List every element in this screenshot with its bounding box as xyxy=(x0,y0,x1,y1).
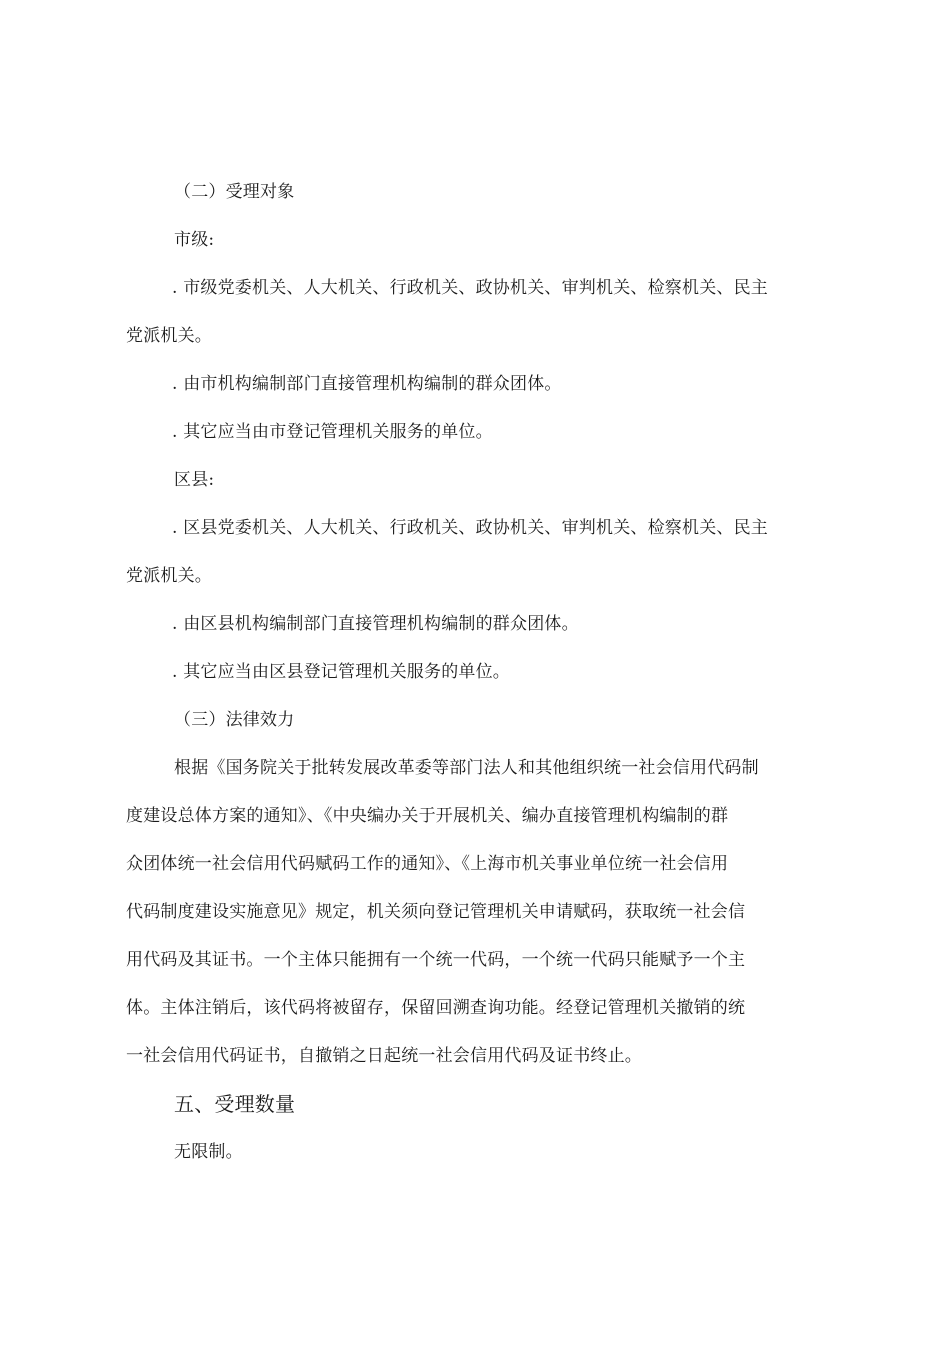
legal-paragraph-line: 用代码及其证书。一个主体只能拥有一个统一代码，一个统一代码只能赋予一个主 xyxy=(126,950,746,970)
district-item-2: . 由区县机构编制部门直接管理机构编制的群众团体。 xyxy=(172,614,579,634)
legal-paragraph-line: 度建设总体方案的通知》、《中央编办关于开展机关、编办直接管理机构编制的群 xyxy=(126,806,729,826)
district-label: 区县: xyxy=(174,470,215,490)
section-5-heading: 五、受理数量 xyxy=(174,1092,296,1116)
legal-paragraph-line: 根据《国务院关于批转发展改革委等部门法人和其他组织统一社会信用代码制 xyxy=(174,758,759,778)
district-item-1-line-1: . 区县党委机关、人大机关、行政机关、政协机关、审判机关、检察机关、民主 xyxy=(172,518,769,538)
quantity-text: 无限制。 xyxy=(174,1142,243,1162)
city-item-1-line-2: 党派机关。 xyxy=(126,326,212,346)
legal-paragraph-line: 代码制度建设实施意见》规定，机关须向登记管理机关申请赋码，获取统一社会信 xyxy=(126,902,746,922)
legal-paragraph-line: 众团体统一社会信用代码赋码工作的通知》、《上海市机关事业单位统一社会信用 xyxy=(126,854,729,874)
district-item-3: . 其它应当由区县登记管理机关服务的单位。 xyxy=(172,662,511,682)
city-item-2: . 由市机构编制部门直接管理机构编制的群众团体。 xyxy=(172,374,562,394)
city-label: 市级: xyxy=(174,230,215,250)
city-item-1-line-1: . 市级党委机关、人大机关、行政机关、政协机关、审判机关、检察机关、民主 xyxy=(172,278,769,298)
section-3-heading: （三）法律效力 xyxy=(174,710,295,730)
city-item-3: . 其它应当由市登记管理机关服务的单位。 xyxy=(172,422,493,442)
section-2-heading: （二）受理对象 xyxy=(174,182,295,202)
legal-paragraph-line: 体。主体注销后，该代码将被留存，保留回溯查询功能。经登记管理机关撤销的统 xyxy=(126,998,746,1018)
legal-paragraph-line: 一社会信用代码证书，自撤销之日起统一社会信用代码及证书终止。 xyxy=(126,1046,642,1066)
district-item-1-line-2: 党派机关。 xyxy=(126,566,212,586)
